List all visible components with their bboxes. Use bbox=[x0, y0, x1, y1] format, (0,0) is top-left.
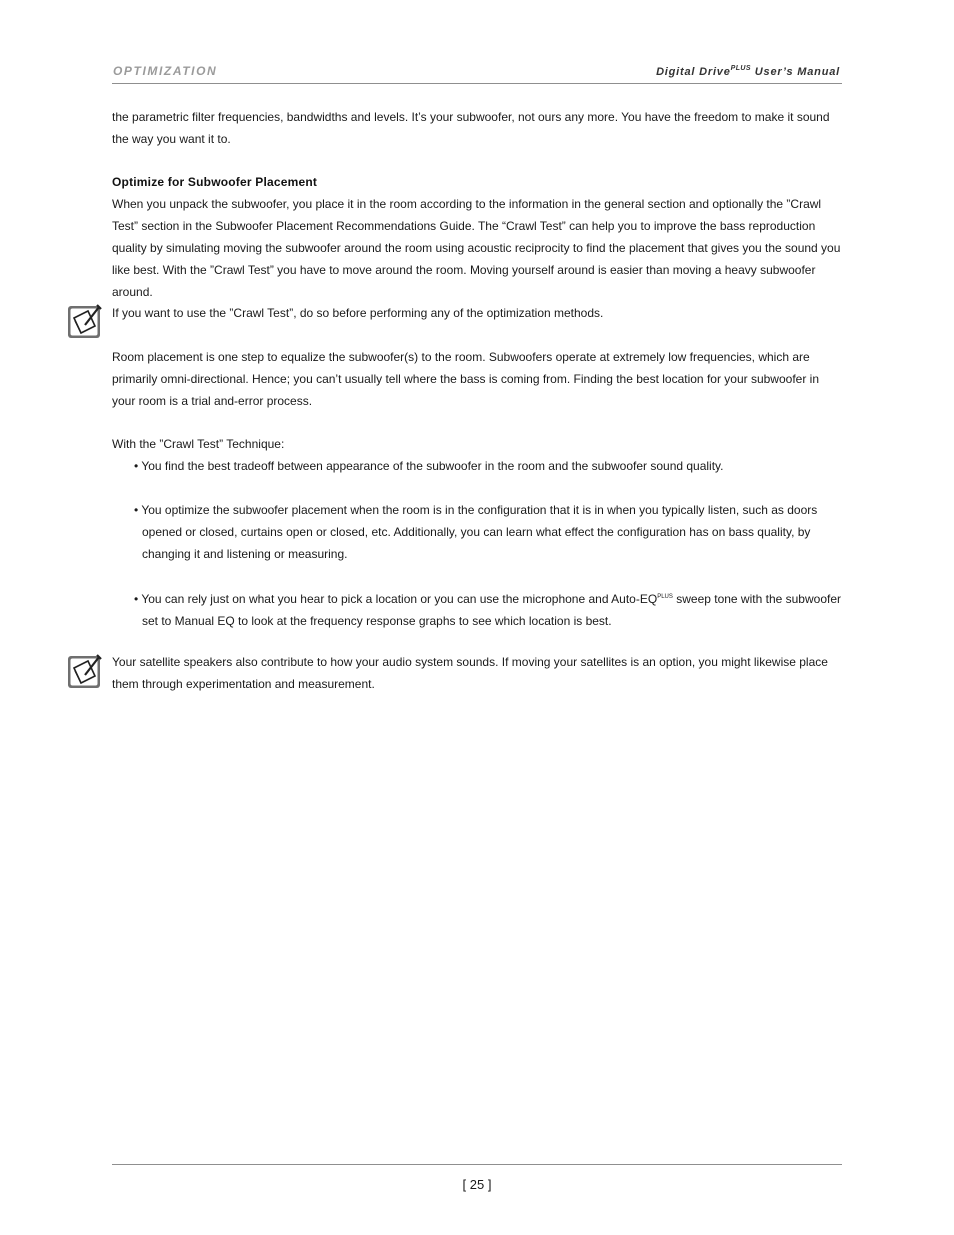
bullet-text-post: sweep tone with the subwoofer set to Manual EQ to look at the frequency response graphs to see which location is best. bbox=[142, 592, 841, 628]
bullet-text bbox=[134, 586, 846, 632]
manual-title-sup: PLUS bbox=[730, 65, 751, 72]
crawl-intro: With the ”Crawl Test” Technique: bbox=[112, 437, 285, 451]
intro-paragraph: the parametric filter frequencies, bandwidths and levels. It’s your subwoofer, not ours any more. You have the freedom to make it sound the way you want it to. bbox=[112, 110, 830, 146]
bullet-item bbox=[134, 499, 846, 565]
note-icon bbox=[66, 652, 104, 690]
section-label: OPTIMIZATION bbox=[113, 64, 218, 78]
page-number: [ 25 ] bbox=[462, 1177, 492, 1192]
bullet-item bbox=[134, 586, 846, 632]
bullet-text-pre: • You can rely just on what you hear to pick a location or you can use the microphone and Auto-EQ bbox=[134, 592, 658, 606]
manual-title-pre: Digital Drive bbox=[656, 66, 731, 78]
manual-title bbox=[656, 65, 840, 78]
footer-divider bbox=[112, 1164, 842, 1165]
header-divider bbox=[112, 83, 842, 84]
section-paragraph: When you unpack the subwoofer, you place it in the room according to the information in the general section and optionally the ”Crawl Test” section in the Subwoofer Placement Recommendations Guide. The “Crawl Test” can help you to improve the bass reproduction quality by simulating moving the subwoofer around the room using acoustic reciprocity to find the placement that gives you the sound you like best. With the ”Crawl Test” you have to move around the room. Moving yourself around is easier than moving a heavy subwoofer around. bbox=[112, 197, 841, 299]
bullet-item bbox=[134, 455, 846, 477]
note-text: If you want to use the ”Crawl Test”, do so before performing any of the optimization methods. bbox=[112, 306, 604, 320]
bullet-text: • You optimize the subwoofer placement when the room is in the configuration that it is in when you typically listen, such as doors opened or closed, curtains open or closed, etc. Additionally, you can learn what effect the configuration has on bass quality, by changing it and listening or measuring. bbox=[134, 503, 818, 561]
bullet-text-sup: PLUS bbox=[657, 594, 673, 600]
manual-title-post: User’s Manual bbox=[750, 66, 840, 78]
bullet-text: • You find the best tradeoff between appearance of the subwoofer in the room and the subwoofer sound quality. bbox=[134, 459, 724, 473]
note-icon bbox=[66, 302, 104, 340]
room-paragraph: Room placement is one step to equalize the subwoofer(s) to the room. Subwoofers operate at extremely low frequencies, which are primarily omni-directional. Hence; you can’t usually tell where the bass is coming from. Finding the best location for your subwoofer in your room is a trial and-error process. bbox=[112, 350, 819, 408]
section-heading: Optimize for Subwoofer Placement bbox=[112, 175, 318, 189]
note-text: Your satellite speakers also contribute to how your audio system sounds. If moving your satellites is an option, you might likewise place them through experimentation and measurement. bbox=[112, 655, 828, 691]
